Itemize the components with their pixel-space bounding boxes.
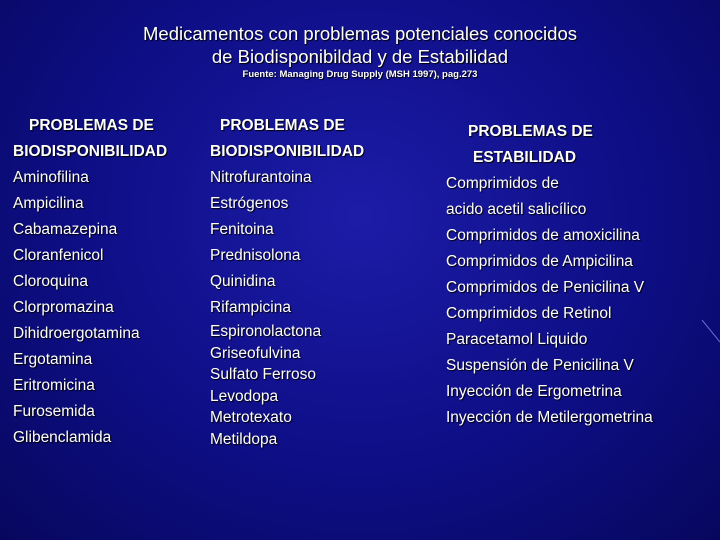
column-heading-line-2: ESTABILIDAD [473,149,577,166]
column-heading-line-1: PROBLEMAS DE [220,117,345,134]
slide-title-line-1: Medicamentos con problemas potenciales conocidos [143,23,577,44]
list-item: Estrógenos [210,195,289,212]
list-item: Ampicilina [13,195,84,212]
list-item: Inyección de Ergometrina [446,383,622,400]
column-heading-line-1: PROBLEMAS DE [468,123,593,140]
list-item: Prednisolona [210,247,301,264]
list-item: Sulfato Ferroso [210,366,316,383]
column-heading-line-2: BIODISPONIBILIDAD [13,143,168,160]
drug-list [13,165,203,451]
list-item: Rifampicina [210,299,291,316]
column-heading [210,113,410,165]
list-item: Cloranfenicol [13,247,104,264]
list-item: Inyección de Metilergometrina [446,409,653,426]
list-item: Eritromicina [13,377,95,394]
decorative-line [700,318,720,348]
list-item: Ergotamina [13,351,93,368]
column-stability [446,119,711,431]
column-heading [13,113,203,165]
list-item: Nitrofurantoina [210,169,312,186]
list-item: Comprimidos de Penicilina V [446,279,645,296]
column-bioavailability-2 [210,113,410,450]
column-heading [446,119,711,171]
list-item: Metildopa [210,430,278,448]
source-citation: Fuente: Managing Drug Supply (MSH 1997), pag.273 [242,69,478,80]
slide-title [0,22,720,68]
drug-list [210,165,410,321]
list-item: Griseofulvina [210,344,301,362]
list-item: Glibenclamida [13,429,112,446]
list-item: Cabamazepina [13,221,118,238]
list-item: Clorpromazina [13,299,114,316]
list-item: Comprimidos de amoxicilina [446,227,640,244]
list-item: Furosemida [13,403,95,420]
list-item: Suspensión de Penicilina V [446,357,634,374]
list-item: Aminofilina [13,169,89,186]
list-item: Levodopa [210,387,279,405]
slide-title-line-2: de Biodisponibildad y de Estabilidad [211,46,509,67]
list-item: Comprimidos de Ampicilina [446,253,633,270]
list-item: Paracetamol Liquido [446,331,588,348]
list-item: Espironolactona [210,323,322,340]
list-item: Fenitoina [210,221,274,238]
list-item: Comprimidos de [446,175,559,192]
drug-list-tight [210,321,410,450]
list-item: Quinidina [210,273,276,290]
column-heading-line-1: PROBLEMAS DE [29,117,154,134]
column-heading-line-2: BIODISPONIBILIDAD [210,143,365,160]
list-item: Cloroquina [13,273,88,290]
list-item: Dihidroergotamina [13,325,140,342]
list-item: Comprimidos de Retinol [446,305,612,322]
list-item: Metrotexato [210,409,292,426]
list-item: acido acetil salicílico [446,201,587,218]
product-list [446,171,711,431]
column-bioavailability-1 [13,113,203,451]
